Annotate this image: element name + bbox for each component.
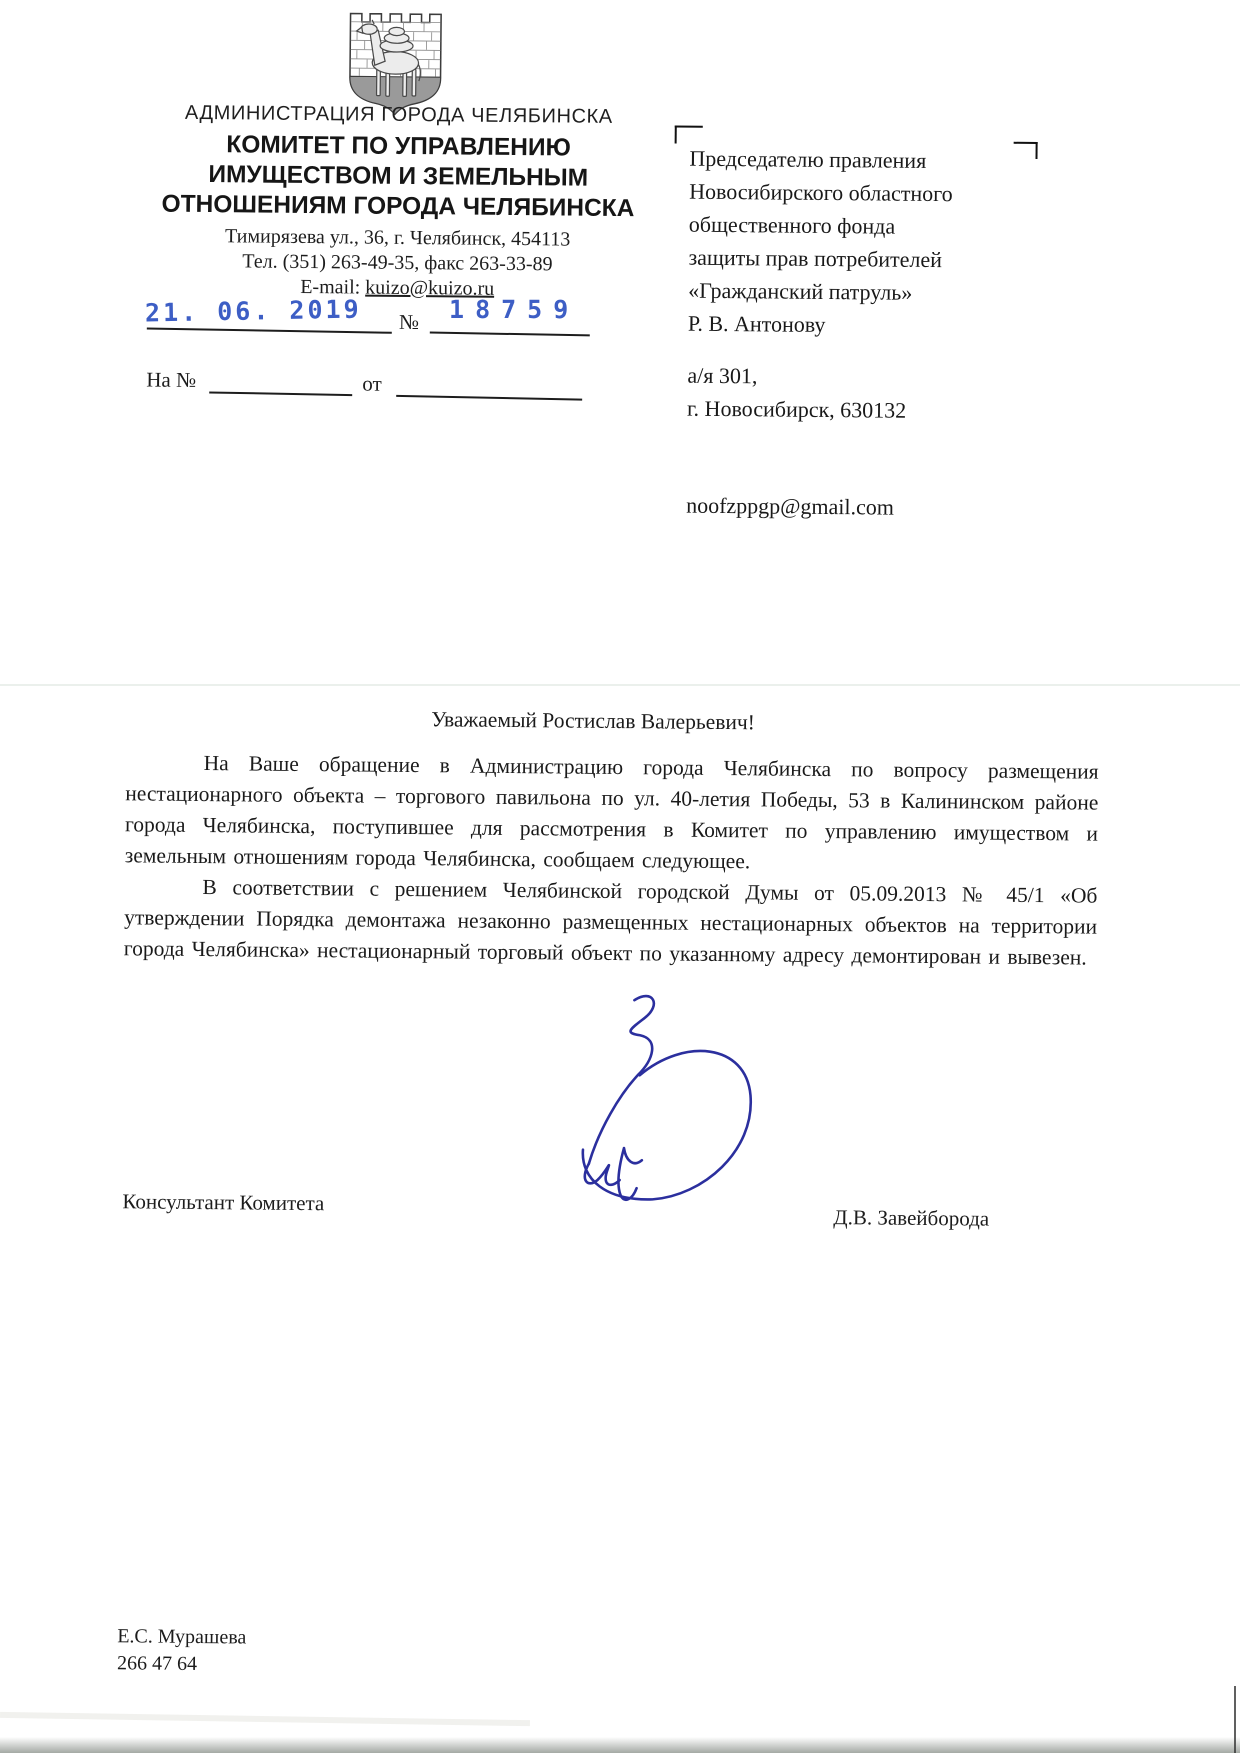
reply-number-rule [209, 391, 352, 396]
number-rule [430, 331, 590, 336]
coat-of-arms-chelyabinsk [343, 9, 448, 116]
executor-name: Е.С. Мурашева [117, 1625, 247, 1649]
org-email: kuizo@kuizo.ru [365, 276, 495, 300]
body-paragraph: В соответствии с решением Челябинской городской Думы от 05.09.2013 № 45/1 «Об утверждении Порядка демонтажа незаконно размещенных нестационарных объектов на территории города Челябинска» нестационарный торговый объект по указанному адресу демонтирован и вывезен. [123, 875, 1098, 970]
signer-title: Консультант Комитета [122, 1189, 325, 1216]
salutation: Уважаемый Ростислав Валерьевич! [431, 707, 756, 735]
org-parent-name: АДМИНИСТРАЦИЯ ГОРОДА ЧЕЛЯБИНСКА [184, 101, 613, 128]
recipient-block [686, 142, 1040, 525]
scan-bottom-shadow [0, 1737, 1240, 1753]
recipient-name: Р. В. Антонову [687, 310, 826, 337]
scan-artifact-line [0, 684, 1240, 686]
date-stamp: 21. 06. 2019 [144, 294, 362, 328]
recipient-email: noofzppgp@gmail.com [686, 492, 895, 520]
reply-to-label: На № [146, 367, 197, 392]
email-label: E-mail: [300, 275, 366, 299]
recipient-line: Новосибирского областного [689, 178, 953, 207]
recipient-line: Председателю правления [689, 145, 927, 173]
recipient-line: общественного фонда [688, 211, 896, 239]
reply-from-label: от [362, 371, 382, 396]
spacer [686, 425, 1037, 492]
handwritten-signature [546, 982, 772, 1214]
org-address: Тимирязева ул., 36, г. Челябинск, 454113 [224, 225, 571, 251]
executor-phone: 266 47 64 [116, 1652, 198, 1676]
signer-name: Д.В. Завейборода [833, 1205, 990, 1231]
letter-body [124, 747, 1099, 973]
recipient-po-box: а/я 301, [687, 362, 758, 389]
body-paragraph: На Ваше обращение в Администрацию города Челябинска по вопросу размещения нестационарного объекта – торгового павильона по ул. 40-летия Победы, 53 в Калининском районе города Челябинска, поступившее для рассмотрения в Комитет по управлению имуществом и земельным отношениям города Челябинска, сообщаем следующее. [124, 751, 1099, 874]
recipient-line: защиты прав потребителей [688, 244, 943, 273]
scan-edge-line [1234, 1686, 1236, 1753]
org-name-line: ОТНОШЕНИЯМ ГОРОДА ЧЕЛЯБИНСКА [161, 190, 635, 223]
org-name [108, 129, 689, 225]
number-label: № [398, 309, 420, 335]
org-name-line: ИМУЩЕСТВОМ И ЗЕМЕЛЬНЫМ [208, 161, 589, 192]
recipient-city: г. Новосибирск, 630132 [686, 395, 907, 423]
org-name-line: КОМИТЕТ ПО УПРАВЛЕНИЮ [226, 131, 571, 162]
org-phone: Тел. (351) 263-49-35, факс 263-33-89 [242, 250, 553, 276]
recipient-line: «Гражданский патруль» [688, 277, 913, 305]
date-rule [147, 328, 392, 334]
number-stamp: 18759 [449, 294, 580, 325]
reply-date-rule [396, 395, 582, 401]
